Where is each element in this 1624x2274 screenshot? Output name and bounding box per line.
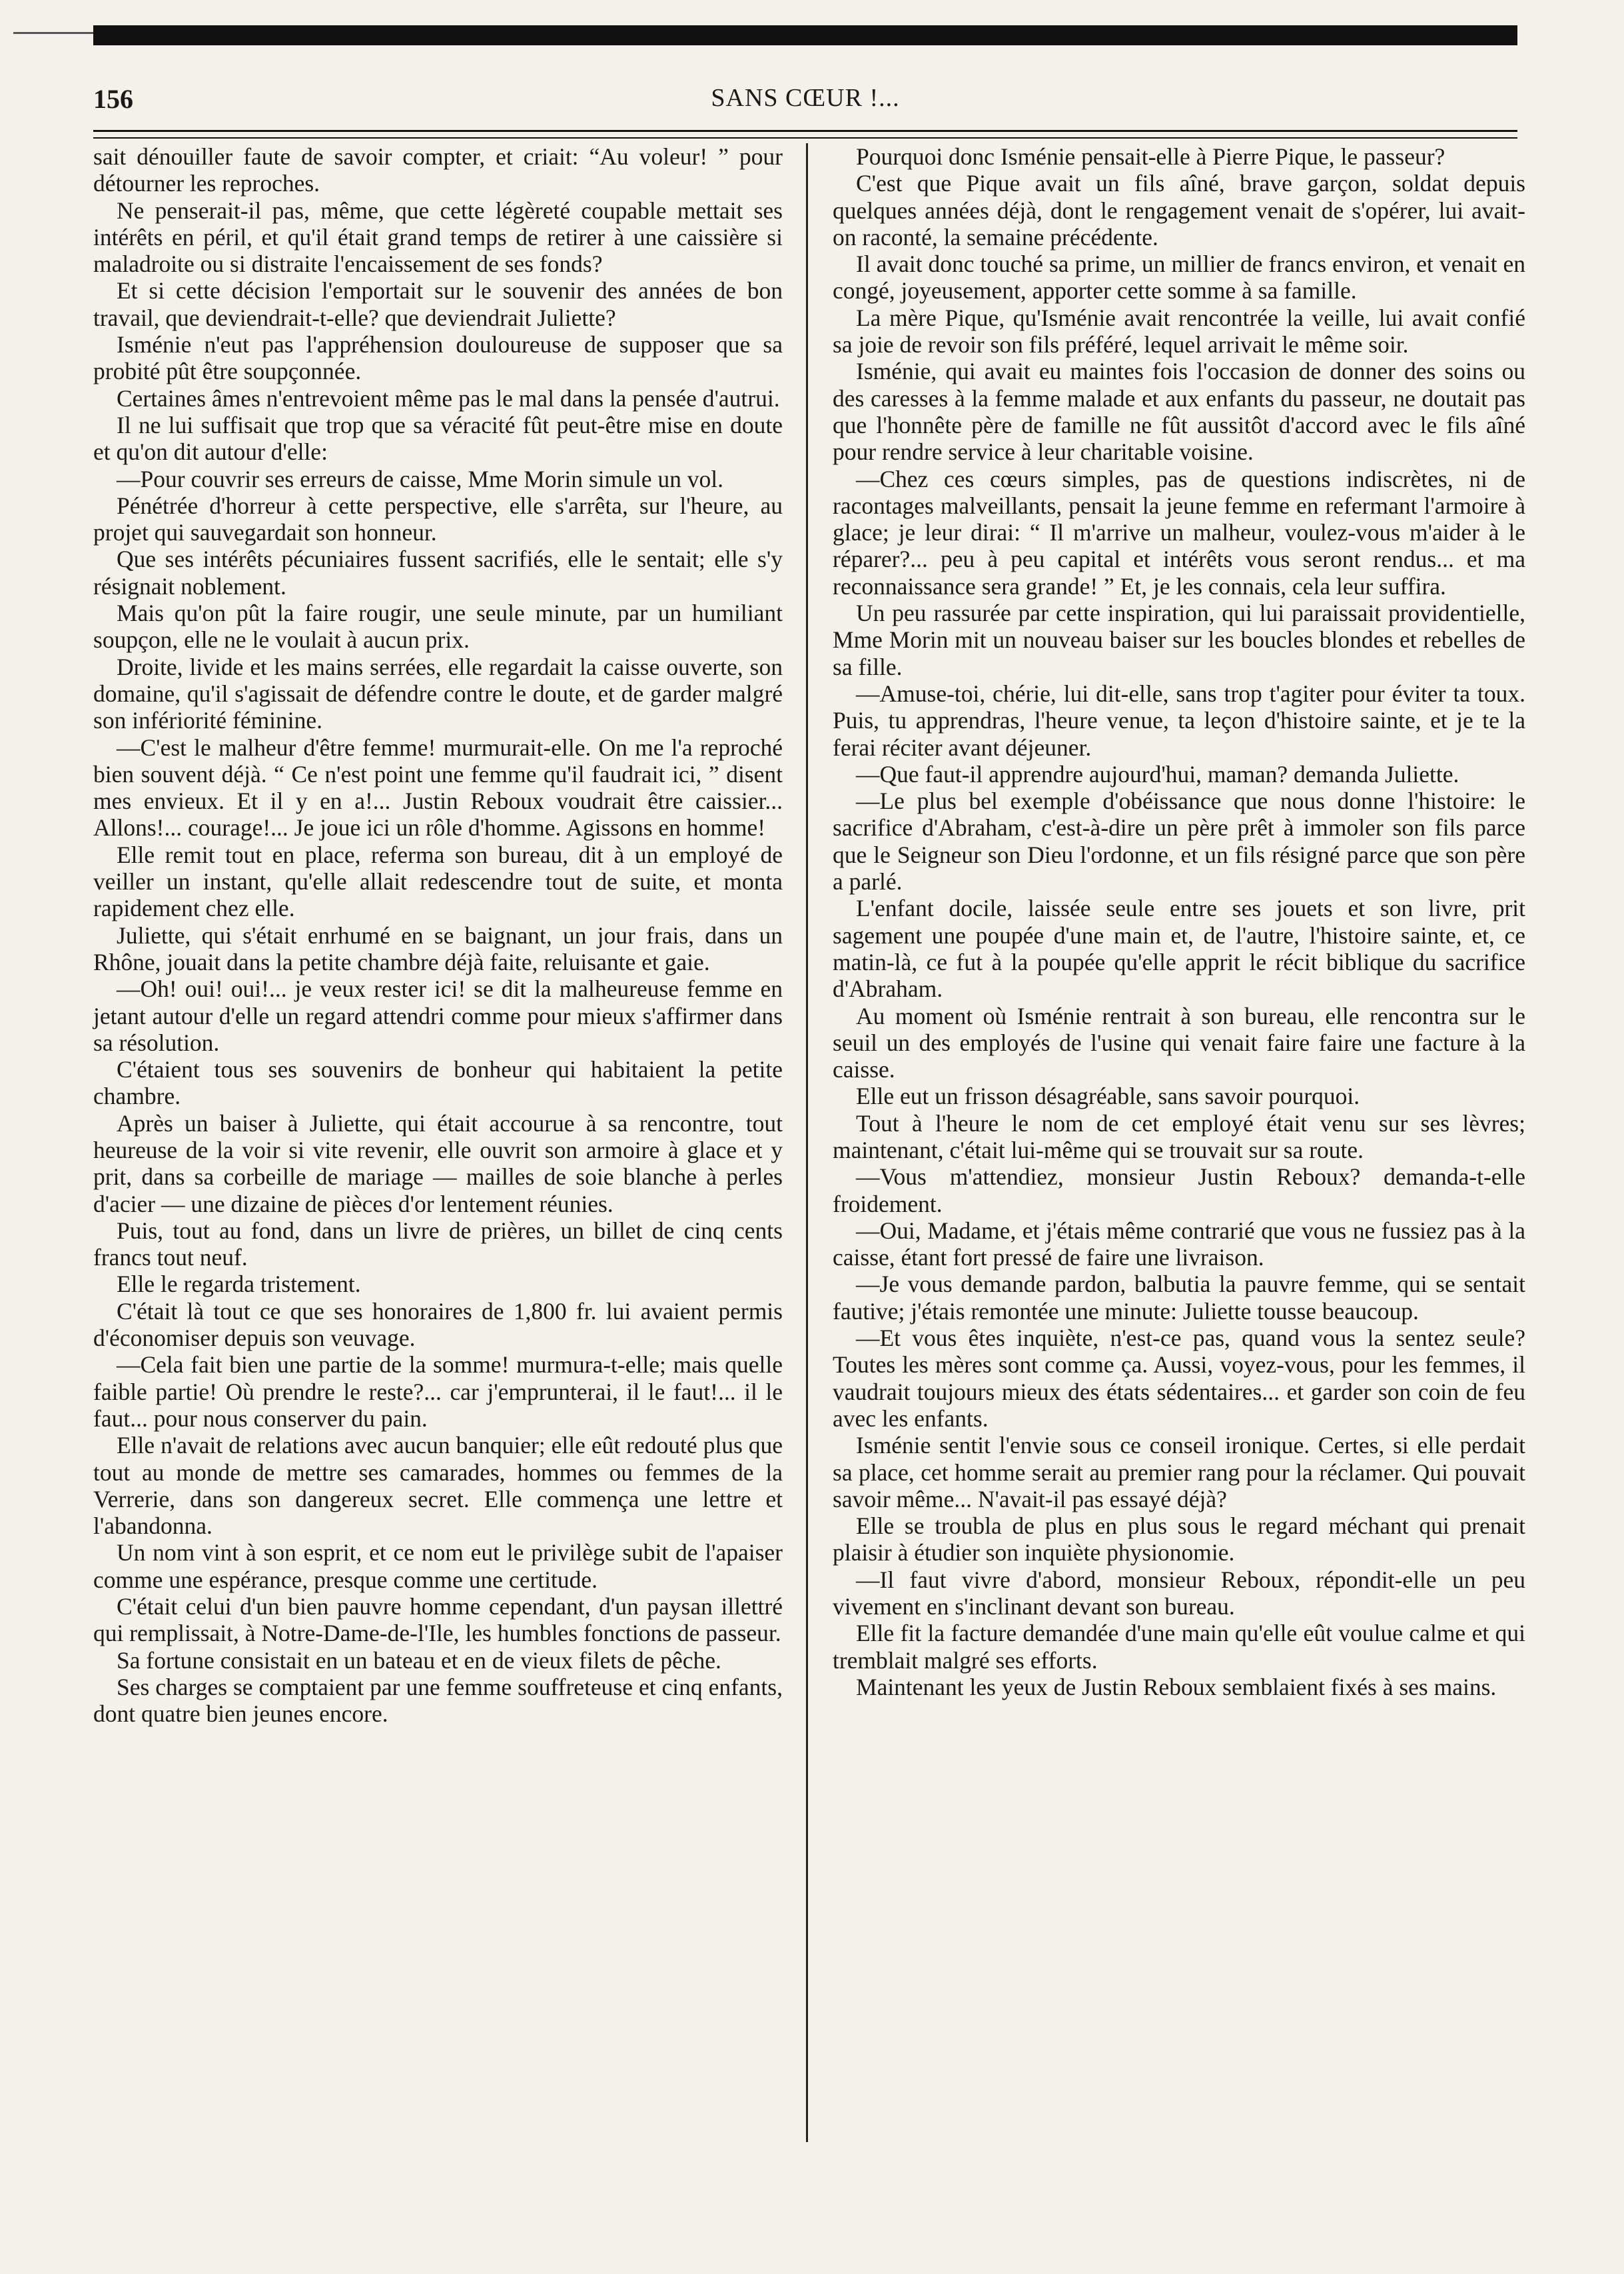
paragraph: Isménie, qui avait eu maintes fois l'occasion de donner des soins ou des caresses à la femme malade et aux enfants du passeur, ne doutait pas que l'honnête père de famille ne fût aussitôt d'accord avec le fils aîné pour rendre service à leur charitable voisine.	[833, 358, 1525, 466]
paragraph: Maintenant les yeux de Justin Reboux semblaient fixés à ses mains.	[856, 1673, 1497, 1700]
paragraph: Un nom vint à son esprit, et ce nom eut le privilège subit de l'apaiser comme une espérance, presque comme une certitude.	[93, 1539, 783, 1593]
paragraph: Elle se troubla de plus en plus sous le regard méchant qui prenait plaisir à étudier son inquiète physionomie.	[833, 1512, 1525, 1566]
paragraph: C'était celui d'un bien pauvre homme cependant, d'un paysan illettré qui remplissait, à Notre-Dame-de-l'Ile, les humbles fonctions de passeur.	[93, 1593, 783, 1647]
top-rule	[93, 25, 1517, 45]
paragraph: Puis, tout au fond, dans un livre de prières, un billet de cinq cents francs tout neuf.	[93, 1217, 783, 1271]
paragraph: —Vous m'attendiez, monsieur Justin Reboux? demanda-t-elle froidement.	[833, 1163, 1525, 1217]
paragraph: Droite, livide et les mains serrées, elle regardait la caisse ouverte, son domaine, qu'il s'agissait de défendre contre le doute, et de garder malgré son infériorité féminine.	[93, 653, 783, 734]
running-header	[93, 83, 1517, 123]
paragraph: —Cela fait bien une partie de la somme! murmura-t-elle; mais quelle faible partie! Où prendre le reste?... car j'emprunterai, il le faut!... il le faut... pour nous conserver du pain.	[93, 1351, 783, 1432]
paragraph: C'était là tout ce que ses honoraires de 1,800 fr. lui avaient permis d'économiser depuis son veuvage.	[93, 1297, 783, 1352]
paragraph: —C'est le malheur d'être femme! murmurait-elle. On me l'a reproché bien souvent déjà. “ Ce n'est point une femme qu'il faudrait ici, ” disent mes envieux. Et il y en a!... Justin Reboux voudrait être caissier... Allons!... courage!... Je joue ici un rôle d'homme. Agissons en homme!	[93, 734, 783, 842]
paragraph: Elle le regarda tristement.	[117, 1271, 361, 1298]
paragraph: Juliette, qui s'était enrhumé en se baignant, un jour frais, dans un Rhône, jouait dans la petite chambre déjà faite, reluisante et gaie.	[93, 921, 783, 975]
paragraph: Isménie n'eut pas l'appréhension douloureuse de supposer que sa probité pût être soupçonnée.	[93, 331, 783, 385]
paragraph: Ne penserait-il pas, même, que cette légèreté coupable mettait ses intérêts en péril, et qu'il était grand temps de retirer à une caissière si maladroite ou si distraite l'encaissement de ses fonds?	[93, 197, 783, 278]
paragraph: Il ne lui suffisait que trop que sa véracité fût peut-être mise en doute et qu'on dit autour d'elle:	[93, 411, 783, 466]
paragraph: Elle remit tout en place, referma son bureau, dit à un employé de veiller un instant, qu'elle allait redescendre tout de suite, et monta rapidement chez elle.	[93, 841, 783, 922]
paragraph: —Oui, Madame, et j'étais même contrarié que vous ne fussiez pas à la caisse, étant fort pressé de faire une livraison.	[833, 1217, 1525, 1271]
paragraph: —Pour couvrir ses erreurs de caisse, Mme Morin simule un vol.	[117, 465, 723, 492]
paragraph: —Oh! oui! oui!... je veux rester ici! se dit la malheureuse femme en jetant autour d'elle un regard attendri comme pour mieux s'affirmer dans sa résolution.	[93, 975, 783, 1056]
paragraph: —Et vous êtes inquiète, n'est-ce pas, quand vous la sentez seule? Toutes les mères sont comme ça. Aussi, voyez-vous, pour les femmes, il vaudrait toujours mieux des états sédentaires... et garder son coin de feu avec les enfants.	[833, 1325, 1525, 1432]
paragraph: Après un baiser à Juliette, qui était accourue à sa rencontre, tout heureuse de la voir si vite revenir, elle ouvrit son armoire à glace et y prit, dans sa corbeille de mariage — mailles de soie blanche à perles d'acier — une dizaine de pièces d'or lentement réunies.	[93, 1109, 783, 1217]
left-column	[93, 143, 783, 1728]
paragraph: C'est que Pique avait un fils aîné, brave garçon, soldat depuis quelques années déjà, dont le rengagement venait de s'opérer, lui avait-on raconté, la semaine précédente.	[833, 170, 1525, 251]
paragraph: Au moment où Isménie rentrait à son bureau, elle rencontra sur le seuil un des employés de l'usine qui venait faire faire une facture à la caisse.	[833, 1002, 1525, 1083]
running-title: SANS CŒUR !...	[711, 84, 900, 112]
page-number: 156	[93, 84, 133, 114]
paragraph: Il avait donc touché sa prime, un millier de francs environ, et venait en congé, joyeusement, apporter cette somme à sa famille.	[833, 251, 1525, 304]
paragraph: L'enfant docile, laissée seule entre ses jouets et son livre, prit sagement une poupée d'une main et, de l'autre, l'histoire sainte, et, ce matin-là, ce fut à la poupée qu'elle apprit le récit biblique du sacrifice d'Abraham.	[833, 895, 1525, 1003]
paragraph: Un peu rassurée par cette inspiration, qui lui paraissait providentielle, Mme Morin mit un nouveau baiser sur les boucles blondes et rebelles de sa fille.	[833, 600, 1525, 680]
paragraph: Elle n'avait de relations avec aucun banquier; elle eût redouté plus que tout au monde de mettre ses camarades, hommes ou femmes de la Verrerie, dans son dangereux secret. Elle commença une lettre et l'abandonna.	[93, 1432, 783, 1540]
paragraph: C'étaient tous ses souvenirs de bonheur qui habitaient la petite chambre.	[93, 1056, 783, 1110]
paragraph: La mère Pique, qu'Isménie avait rencontrée la veille, lui avait confié sa joie de revoir son fils préféré, lequel arrivait le même soir.	[833, 304, 1525, 358]
column-divider	[806, 143, 808, 2142]
paragraph: Elle eut un frisson désagréable, sans savoir pourquoi.	[856, 1083, 1360, 1110]
paragraph: Elle fit la facture demandée d'une main qu'elle eût voulue calme et qui tremblait malgré ses efforts.	[833, 1620, 1525, 1674]
header-rule	[93, 130, 1517, 139]
paragraph: Et si cette décision l'emportait sur le souvenir des années de bon travail, que deviendrait-t-elle? que deviendrait Juliette?	[93, 277, 783, 331]
paragraph: —Amuse-toi, chérie, lui dit-elle, sans trop t'agiter pour éviter ta toux. Puis, tu apprendras, l'heure venue, ta leçon d'histoire sainte, et je te la ferai réciter avant déjeuner.	[833, 680, 1525, 761]
paragraph: Isménie sentit l'envie sous ce conseil ironique. Certes, si elle perdait sa place, cet homme serait au premier rang pour la réclamer. Qui pouvait savoir même... N'avait-il pas essayé déjà?	[833, 1432, 1525, 1512]
paragraph: Ses charges se comptaient par une femme souffreteuse et cinq enfants, dont quatre bien jeunes encore.	[93, 1673, 783, 1728]
paragraph: —Chez ces cœurs simples, pas de questions indiscrètes, ni de racontages malveillants, pensait la jeune femme en refermant l'armoire à glace; je leur dirai: “ Il m'arrive un malheur, voulez-vous m'aider à le réparer?... peu à peu capital et intérêts vous seront rendus... et ma reconnaissance sera grande! ” Et, je les connais, cela leur suffira.	[833, 465, 1525, 600]
paragraph: Mais qu'on pût la faire rougir, une seule minute, par un humiliant soupçon, elle ne le voulait à aucun prix.	[93, 600, 783, 654]
paragraph: Tout à l'heure le nom de cet employé était venu sur ses lèvres; maintenant, c'était lui-même qui se trouvait sur sa route.	[833, 1109, 1525, 1163]
right-column	[833, 143, 1525, 1700]
paragraph: Certaines âmes n'entrevoient même pas le mal dans la pensée d'autrui.	[117, 384, 780, 412]
paragraph: sait dénouiller faute de savoir compter, et criait: “Au voleur! ” pour détourner les reproches.	[93, 143, 783, 197]
paragraph: Pourquoi donc Isménie pensait-elle à Pierre Pique, le passeur?	[856, 143, 1445, 170]
paragraph: Sa fortune consistait en un bateau et en de vieux filets de pêche.	[117, 1646, 721, 1674]
paragraph: Que ses intérêts pécuniaires fussent sacrifiés, elle le sentait; elle s'y résignait noblement.	[93, 546, 783, 600]
paragraph: —Je vous demande pardon, balbutia la pauvre femme, qui se sentait fautive; j'étais remontée une minute: Juliette tousse beaucoup.	[833, 1271, 1525, 1325]
paragraph: Pénétrée d'horreur à cette perspective, elle s'arrêta, sur l'heure, au projet qui sauvegardait son honneur.	[93, 492, 783, 546]
paragraph: —Que faut-il apprendre aujourd'hui, maman? demanda Juliette.	[856, 760, 1459, 788]
paragraph: —Il faut vivre d'abord, monsieur Reboux, répondit-elle un peu vivement en s'inclinant devant son bureau.	[833, 1566, 1525, 1620]
paragraph: —Le plus bel exemple d'obéissance que nous donne l'histoire: le sacrifice d'Abraham, c'est-à-dire un père prêt à immoler son fils parce que le Seigneur son Dieu l'ordonne, et un fils résigné parce que son père a parlé.	[833, 788, 1525, 895]
